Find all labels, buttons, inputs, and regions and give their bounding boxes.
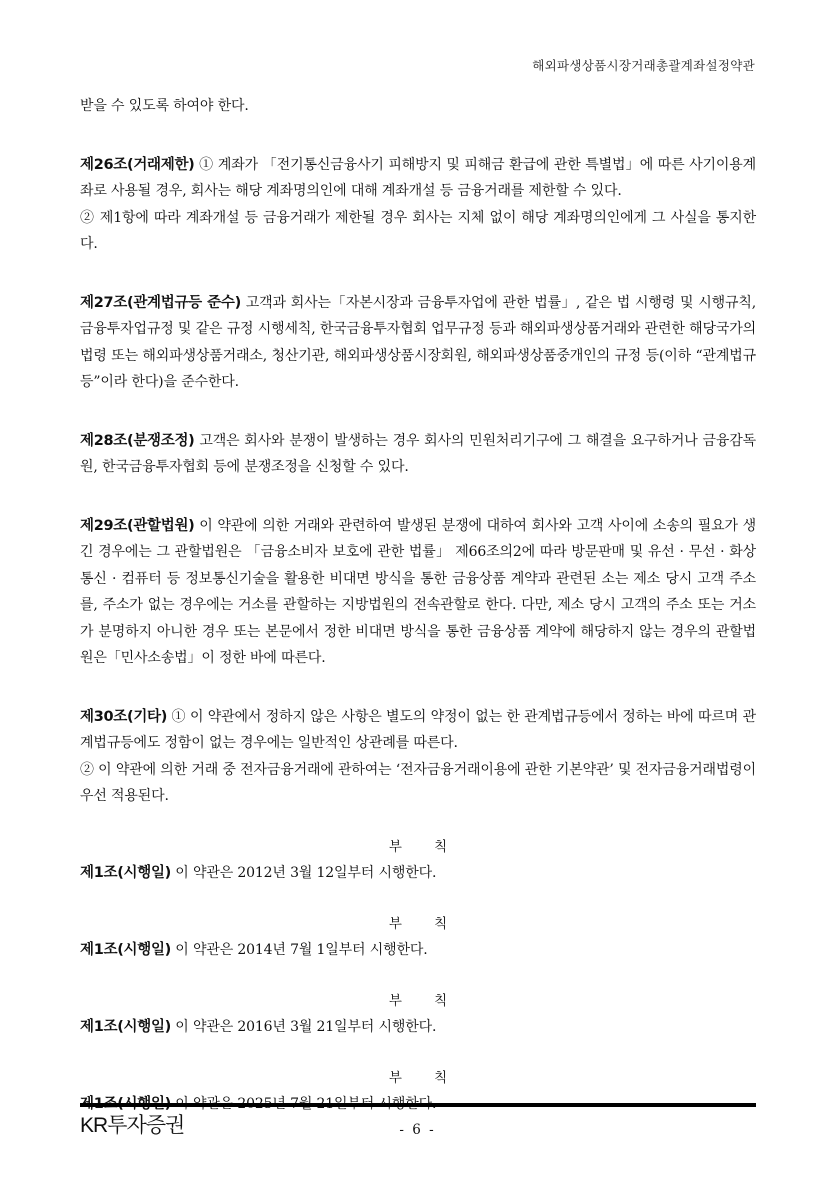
article-paragraph — [80, 513, 756, 672]
article-text: 이 약관은 2012년 3월 12일부터 시행한다. — [170, 865, 437, 881]
article-title: 제1조(시행일) — [80, 865, 171, 881]
article-text: ① 이 약관에서 정하지 않은 사항은 별도의 약정이 없는 한 관계법규등에서 정하는 바에 따르며 관계법규등에도 정함이 없는 경우에는 일반적인 상관례를 따른다. — [80, 708, 756, 751]
supplementary-heading: 부 칙 — [388, 915, 462, 932]
article-title: 제27조(관계법규등 준수) — [80, 294, 241, 311]
document-body — [80, 93, 756, 1118]
article-paragraph — [80, 290, 756, 396]
company-logo: KR투자증권 — [80, 1114, 185, 1137]
article-paragraph — [80, 152, 756, 205]
article-text: ① 계좌가 「전기통신금융사기 피해방지 및 피해금 환급에 관한 특별법」에 따른 사기이용계좌로 사용될 경우, 회사는 해당 계좌명의인에 대해 계좌개설 등 금융거래를 제한할 수 있다. — [80, 156, 756, 199]
supplementary-article — [80, 1014, 756, 1041]
article-title: 제1조(시행일) — [80, 942, 171, 958]
article-30 — [80, 704, 756, 810]
article-paragraph: ② 제1항에 따라 계좌개설 등 금융거래가 제한될 경우 회사는 지체 없이 해당 계좌명의인에게 그 사실을 통지한다. — [80, 209, 756, 252]
supplementary-provision — [80, 834, 756, 887]
article-text: 이 약관은 2014년 7월 1일부터 시행한다. — [170, 942, 428, 958]
article-title: 제26조(거래제한) — [80, 156, 195, 173]
article-26 — [80, 152, 756, 258]
supplementary-article — [80, 860, 756, 887]
article-paragraph — [80, 704, 756, 757]
page-number: - 6 - — [399, 1122, 436, 1138]
document-header-title: 해외파생상품시장거래총괄계좌설정약관 — [532, 58, 755, 73]
supplementary-article — [80, 937, 756, 964]
article-text: 이 약관은 2016년 3월 21일부터 시행한다. — [170, 1019, 437, 1035]
article-28 — [80, 428, 756, 481]
article-paragraph: ② 이 약관에 의한 거래 중 전자금융거래에 관하여는 ‘전자금융거래이용에 관한 기본약관’ 및 전자금융거래법령이 우선 적용된다. — [80, 761, 756, 804]
supplementary-provision — [80, 988, 756, 1041]
supplementary-heading: 부 칙 — [388, 1069, 462, 1086]
article-text: 고객과 회사는「자본시장과 금융투자업에 관한 법률」, 같은 법 시행령 및 시행규칙, 금융투자업규정 및 같은 규정 시행세칙, 한국금융투자협회 업무규정 등과 해외파생상품거래와 관련한 해당국가의 법령 또는 해외파생상품거래소, 청산기관, 해외파생상품시장회원, 해외파생상품중개인의 규정 등(이하 “관계법규등”이라 한다)을 준수한다. — [80, 294, 756, 390]
article-27 — [80, 290, 756, 396]
article-text: 이 약관에 의한 거래와 관련하여 발생된 분쟁에 대하여 회사와 고객 사이에 소송의 필요가 생긴 경우에는 그 관할법원은 「금융소비자 보호에 관한 법률」 제66조의2에 따라 방문판매 및 유선 · 무선 · 화상통신 · 컴퓨터 등 정보통신기술을 활용한 비대면 방식을 통한 금융상품 계약과 관련된 소는 제소 당시 고객 주소를, 주소가 없는 경우에는 거소를 관할하는 지방법원의 전속관할로 한다. 다만, 제소 당시 고객의 주소 또는 거소가 분명하지 아니한 경우 또는 본문에서 정한 비대면 방식을 통한 금융상품 계약에 해당하지 않는 경우의 관할법원은「민사소송법」이 정한 바에 따른다. — [80, 517, 756, 666]
article-paragraph — [80, 428, 756, 481]
article-title: 제30조(기타) — [80, 708, 168, 725]
article-title: 제28조(분쟁조정) — [80, 432, 195, 449]
article-title: 제29조(관할법원) — [80, 517, 195, 534]
article-title: 제1조(시행일) — [80, 1019, 171, 1035]
article-29 — [80, 513, 756, 672]
continued-text: 받을 수 있도록 하여야 한다. — [80, 98, 249, 114]
article-text: 고객은 회사와 분쟁이 발생하는 경우 회사의 민원처리기구에 그 해결을 요구하거나 금융감독원, 한국금융투자협회 등에 분쟁조정을 신청할 수 있다. — [80, 432, 756, 475]
supplementary-heading: 부 칙 — [388, 838, 462, 855]
footer-divider — [80, 1103, 756, 1107]
supplementary-heading: 부 칙 — [388, 992, 462, 1009]
supplementary-provision — [80, 911, 756, 964]
